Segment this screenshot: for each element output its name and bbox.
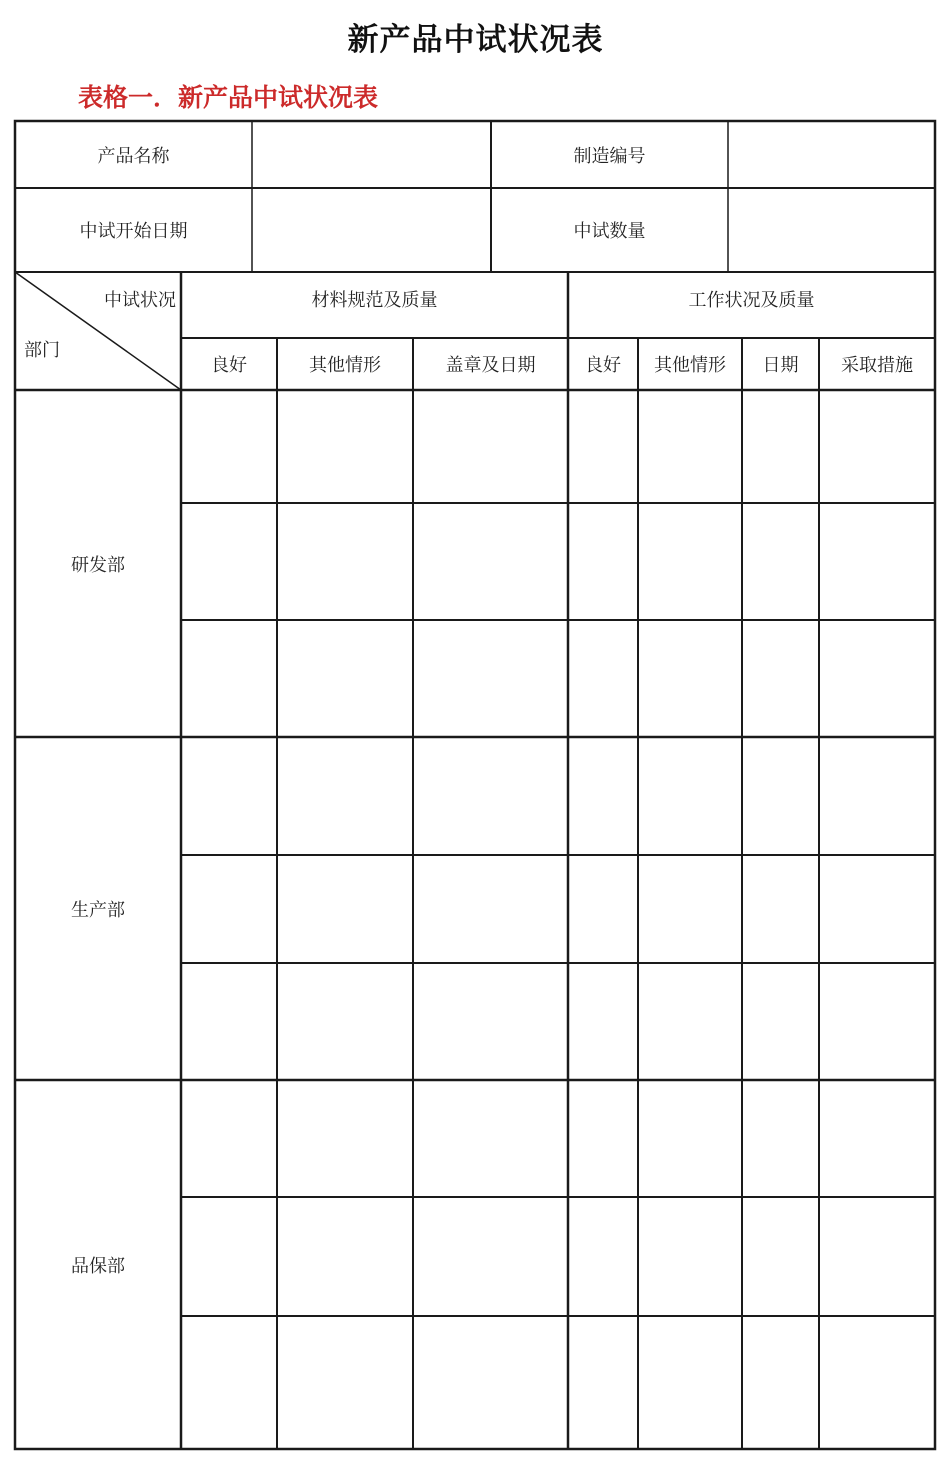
column-header-good: 良好 (211, 355, 247, 376)
product-name-label: 产品名称 (97, 145, 170, 167)
column-header-good: 良好 (585, 355, 621, 376)
diagonal-status-label: 中试状况 (104, 290, 176, 311)
group-header-work: 工作状况及质量 (688, 290, 815, 311)
document-title: 新产品中试状况表 (347, 22, 604, 58)
trial-quantity-label: 中试数量 (573, 221, 646, 242)
start-date-field[interactable] (252, 188, 491, 272)
trial-quantity-field[interactable] (728, 188, 935, 272)
column-header-other: 其他情形 (654, 355, 726, 376)
department-rnd: 研发部 (71, 554, 125, 576)
group-header-material: 材料规范及质量 (311, 290, 438, 311)
column-header-action: 采取措施 (841, 355, 913, 376)
mfg-number-field[interactable] (728, 121, 935, 188)
column-header-stamp-date: 盖章及日期 (445, 355, 536, 376)
column-header-other: 其他情形 (309, 355, 381, 376)
column-header-date: 日期 (762, 355, 799, 376)
mfg-number-label: 制造编号 (573, 145, 646, 167)
department-quality: 品保部 (71, 1255, 125, 1277)
diagonal-department-label: 部门 (24, 340, 60, 361)
product-name-field[interactable] (252, 121, 491, 188)
department-production: 生产部 (71, 899, 125, 921)
section-title: 表格一．新产品中试状况表 (78, 83, 379, 112)
start-date-label: 中试开始日期 (79, 221, 188, 242)
